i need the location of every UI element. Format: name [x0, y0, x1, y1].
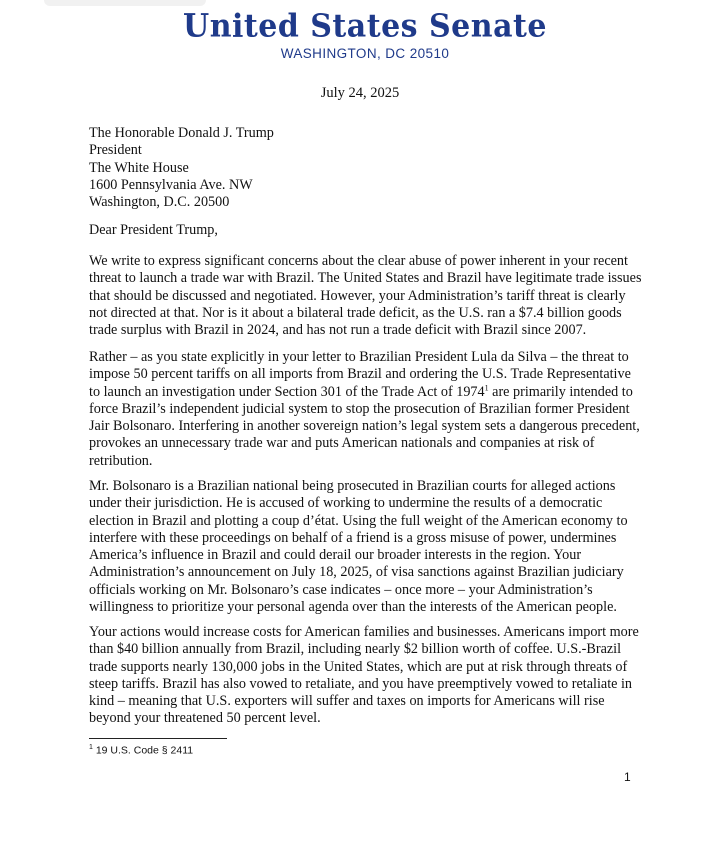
- text-line: Administration’s announcement on July 18, 2025, of visa sanctions against Brazilian judiciary: [89, 564, 624, 581]
- address-line: The Honorable Donald J. Trump: [89, 125, 274, 141]
- letter-date: July 24, 2025: [320, 85, 400, 101]
- text-line: trade surplus with Brazil in 2024, and has not run a trade deficit with Brazil since 2007.: [89, 322, 587, 339]
- text-line: [89, 384, 635, 401]
- text-line: willingness to prioritize your personal agenda over than the interests of the American people.: [89, 599, 617, 616]
- address-line: President: [89, 142, 142, 159]
- page-number: 1: [624, 770, 631, 784]
- letterhead-title: United States Senate: [183, 8, 547, 45]
- text-line: interfere with these proceedings on behalf of a friend is a gross misuse of power, undermines: [89, 529, 617, 546]
- text-line: Your actions would increase costs for American families and businesses. Americans import more: [89, 624, 639, 640]
- text-line: Rather – as you state explicitly in your letter to Brazilian President Lula da Silva – the threat to: [89, 349, 629, 365]
- letterhead: [0, 10, 720, 61]
- paragraph-2: [89, 349, 640, 470]
- footnote: [89, 744, 193, 757]
- paragraph-3: [89, 478, 635, 616]
- recipient-address: [89, 125, 274, 211]
- text-segment: to launch an investigation under Section 301 of the Trade Act of 1974: [89, 383, 485, 400]
- text-line: not directed at that. Nor is it about a bilateral trade deficit, as the U.S. ran a $7.4 billion goods: [89, 304, 622, 321]
- text-line: Jair Bolsonaro. Interfering in another sovereign nation’s legal system sets a dangerous precedent,: [89, 418, 640, 435]
- text-line: beyond your threatened 50 percent level.: [89, 710, 321, 727]
- address-line: The White House: [89, 159, 189, 176]
- text-segment: are primarily intended to: [488, 383, 633, 400]
- letterhead-subtitle: WASHINGTON, DC 20510: [280, 46, 450, 61]
- text-line: provokes an unnecessary trade war and puts American nationals and companies at risk of: [89, 435, 595, 452]
- text-line: under their jurisdiction. He is accused of working to undermine the results of a democratic: [89, 495, 603, 512]
- text-line: than $40 billion annually from Brazil, including nearly $2 billion worth of coffee. U.S.-Brazil: [89, 641, 622, 658]
- text-line: steep tariffs. Brazil has also vowed to retaliate, and you have preemptively vowed to retaliate in: [89, 675, 633, 692]
- top-tab: [44, 0, 206, 6]
- address-line: 1600 Pennsylvania Ave. NW: [89, 176, 253, 193]
- text-line: election in Brazil and plotting a coup d’état. Using the full weight of the American economy to: [89, 512, 628, 529]
- text-line: America’s influence in Brazil and could derail our broader interests in the region. Your: [89, 547, 582, 564]
- footnote-text: 19 U.S. Code § 2411: [92, 744, 194, 757]
- text-line: that should be discussed and negotiated. However, your Administration’s tariff threat is clearly: [89, 287, 626, 304]
- text-line: retribution.: [89, 452, 153, 469]
- text-line: We write to express significant concerns about the clear abuse of power inherent in your recent: [89, 253, 628, 269]
- text-line: kind – meaning that U.S. exporters will suffer and taxes on imports for Americans will rise: [89, 693, 605, 710]
- salutation: Dear President Trump,: [89, 222, 218, 238]
- footnote-divider: [89, 738, 227, 739]
- address-line: Washington, D.C. 20500: [89, 194, 230, 211]
- text-line: Mr. Bolsonaro is a Brazilian national being prosecuted in Brazilian courts for alleged actions: [89, 478, 616, 494]
- footnote-reference: 1: [484, 382, 489, 392]
- text-line: force Brazil’s independent judicial system to stop the prosecution of Brazilian former President: [89, 400, 630, 417]
- text-line: impose 50 percent tariffs on all imports from Brazil and ordering the U.S. Trade Representative: [89, 366, 631, 383]
- text-line: officials working on Mr. Bolsonaro’s case indicates – once more – your Administration’s: [89, 581, 593, 598]
- text-line: threat to launch a trade war with Brazil. The United States and Brazil have legitimate trade issues: [89, 270, 642, 287]
- paragraph-1: [89, 253, 642, 339]
- text-line: trade supports nearly 130,000 jobs in the United States, which are put at risk through threats of: [89, 658, 628, 675]
- paragraph-4: [89, 624, 639, 728]
- footnote-marker: 1: [89, 744, 93, 751]
